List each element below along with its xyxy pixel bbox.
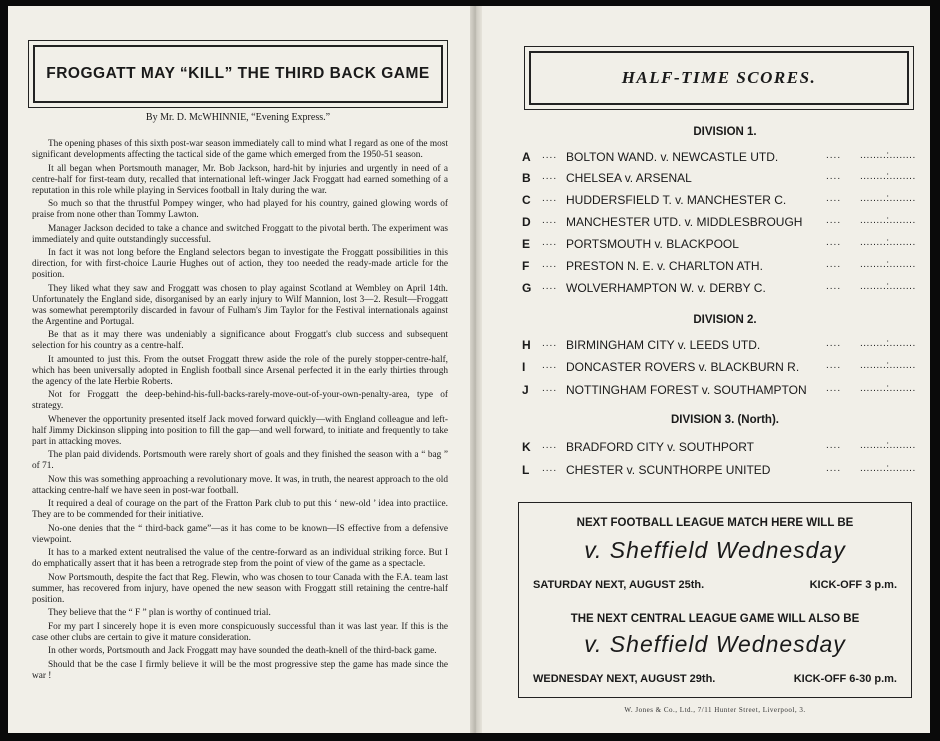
article-paragraph: Be that as it may there was undeniably a significance about Froggatt's club success and subsequent selection for his country as a centre-half. xyxy=(32,330,448,351)
leader-dots: .... xyxy=(826,383,842,394)
score-blank: ........:........ xyxy=(860,193,916,204)
central-league-date: WEDNESDAY NEXT, AUGUST 29th. xyxy=(533,673,716,685)
fixture-name: CHELSEA v. ARSENAL xyxy=(566,171,692,185)
score-blank: ........:........ xyxy=(860,237,916,248)
fixture-name: DONCASTER ROVERS v. BLACKBURN R. xyxy=(566,360,800,374)
article-paragraph: For my part I sincerely hope it is even more conspicuously successful than it was last year. If this is the case other clubs are certain to give it mature consideration. xyxy=(32,621,448,643)
fixture-letter: K xyxy=(522,440,531,454)
fixture-row xyxy=(518,237,918,255)
fixture-name: NOTTINGHAM FOREST v. SOUTHAMPTON xyxy=(566,383,807,397)
article-paragraph: So much so that the thrustful Pompey winger, who had played for his country, gained glowing words of praise from none other than Tommy Lawton. xyxy=(32,199,448,220)
fixture-name: BRADFORD CITY v. SOUTHPORT xyxy=(566,440,755,454)
fixture-row xyxy=(518,463,918,481)
fixture-name: BOLTON WAND. v. NEWCASTLE UTD. xyxy=(566,150,779,164)
article-title-box xyxy=(28,40,448,108)
leader-dots: .... xyxy=(542,338,558,349)
fixture-name: PORTSMOUTH v. BLACKPOOL xyxy=(566,237,739,251)
fixture-row xyxy=(518,259,918,277)
article-paragraph: It has to a marked extent neutralised the value of the centre-forward as an individual striking force. But I do emphatically assert that it has been a retrograde step from the point of view of the game as a spectacle. xyxy=(32,548,448,569)
left-page xyxy=(8,6,472,733)
fixture-row xyxy=(518,440,918,458)
league-match-kickoff: KICK-OFF 3 p.m. xyxy=(809,579,897,591)
fixture-row xyxy=(518,150,918,168)
leader-dots: .... xyxy=(542,383,558,394)
half-time-title-frame xyxy=(529,51,909,105)
programme-spread xyxy=(8,6,930,733)
article-paragraph: Now Portsmouth, despite the fact that Reg. Flewin, who was chosen to tour Canada with the F.A. team last summer, has recovered from injury, have opened the new season with Froggatt still retaining the centre-half position. xyxy=(32,572,448,605)
leader-dots: .... xyxy=(826,215,842,226)
leader-dots: .... xyxy=(826,463,842,474)
fixture-name: WOLVERHAMPTON W. v. DERBY C. xyxy=(566,281,766,295)
fixture-letter: D xyxy=(522,215,531,229)
fixture-name: PRESTON N. E. v. CHARLTON ATH. xyxy=(566,259,763,273)
fixture-letter: A xyxy=(522,150,531,164)
score-blank: ........:........ xyxy=(860,440,916,451)
half-time-title: HALF-TIME SCORES. xyxy=(621,68,817,87)
leader-dots: .... xyxy=(826,281,842,292)
article-paragraph: The opening phases of this sixth post-war season immediately call to mind what I regard as one of the most significant developments affecting the tactical side of the game which emerged from the 1950-51 season. xyxy=(32,139,448,160)
league-match-heading: NEXT FOOTBALL LEAGUE MATCH HERE WILL BE xyxy=(576,517,854,529)
fixture-name: HUDDERSFIELD T. v. MANCHESTER C. xyxy=(566,193,787,207)
leader-dots: .... xyxy=(542,440,558,451)
article-paragraph: It amounted to just this. From the outset Froggatt threw aside the role of the purely stopper-centre-half, which has been universally adopted in English football since Arsenal perfected it in the early thirties through the agency of the late Herbie Roberts. xyxy=(32,354,448,387)
leader-dots: .... xyxy=(542,193,558,204)
leader-dots: .... xyxy=(542,150,558,161)
fixture-letter: B xyxy=(522,171,531,185)
article-paragraph: The plan paid dividends. Portsmouth were rarely short of goals and they finished the season with a “ bag ” of 71. xyxy=(32,450,448,471)
division-heading: DIVISION 1. xyxy=(693,126,757,138)
leader-dots: .... xyxy=(826,171,842,182)
central-league-kickoff: KICK-OFF 6-30 p.m. xyxy=(793,673,897,685)
leader-dots: .... xyxy=(542,259,558,270)
score-blank: ........:........ xyxy=(860,338,916,349)
score-blank: ........:........ xyxy=(860,383,916,394)
fixture-row xyxy=(518,193,918,211)
fixture-letter: H xyxy=(522,338,531,352)
central-league-opponent: v. Sheffield Wednesday xyxy=(584,631,846,657)
fixture-name: CHESTER v. SCUNTHORPE UNITED xyxy=(566,463,771,477)
fixture-row xyxy=(518,215,918,233)
printer-credit: W. Jones & Co., Ltd., 7/11 Hunter Street, Liverpool, 3. xyxy=(624,706,806,714)
leader-dots: .... xyxy=(826,440,842,451)
article-paragraph: It required a deal of courage on the part of the Fratton Park club to put this ‘ new-old ’ idea into practiice. They are to be commended for their initiative. xyxy=(32,499,448,520)
leader-dots: .... xyxy=(826,150,842,161)
article-paragraph: In other words, Portsmouth and Jack Froggatt may have sounded the death-knell of the third-back game. xyxy=(48,646,437,656)
fixture-letter: L xyxy=(522,463,530,477)
fixture-row xyxy=(518,171,918,189)
score-blank: ........:........ xyxy=(860,281,916,292)
article-title-frame xyxy=(33,45,443,103)
article-paragraph: Whenever the opportunity presented itself Jack moved forward quickly—with England colleague and left-half Jimmy Dickinson slipping into position to fill the gap—and well forward, to initiate and frequently to take part in attacking moves. xyxy=(32,414,448,447)
article-title: FROGGATT MAY “KILL” THE THIRD BACK GAME xyxy=(46,65,430,82)
league-match-date: SATURDAY NEXT, AUGUST 25th. xyxy=(533,579,705,591)
division-heading: DIVISION 3. (North). xyxy=(671,414,779,426)
article-paragraph: In fact it was not long before the England selectors began to investigate the Froggatt possibilities in this direction, for with first-choice Laurie Hughes out of action, they too needed the ready-made article for the position. xyxy=(32,248,448,280)
leader-dots: .... xyxy=(542,237,558,248)
leader-dots: .... xyxy=(826,259,842,270)
half-time-title-box xyxy=(524,46,914,110)
leader-dots: .... xyxy=(826,193,842,204)
article-paragraph: They believe that the “ F ” plan is worthy of continued trial. xyxy=(48,608,271,618)
central-league-heading: THE NEXT CENTRAL LEAGUE GAME WILL ALSO BE xyxy=(570,613,860,625)
article-body xyxy=(32,139,448,684)
league-match-opponent: v. Sheffield Wednesday xyxy=(584,537,846,563)
article-paragraph: Manager Jackson decided to take a chance and switched Froggatt to the pivotal berth. The experiment was immediately and quite outstandingly successful. xyxy=(32,223,448,245)
score-blank: ........:........ xyxy=(860,150,916,161)
leader-dots: .... xyxy=(542,360,558,371)
fixture-name: BIRMINGHAM CITY v. LEEDS UTD. xyxy=(566,338,761,352)
article-paragraph: They liked what they saw and Froggatt was chosen to play against Scotland at Wembley on April 14th. Unfortunately the England side, disorganised by an early injury to Wilf Mannion, lost 3—2. Result—Froggatt was somewhat peremptorily discarded in favour of Fulham's Jim Taylor for the Festival internationals against the Argentine and Portugal. xyxy=(32,283,448,327)
next-match-notice xyxy=(518,502,912,698)
article-paragraph: Not for Froggatt the deep-behind-his-full-backs-rarely-move-out-of-your-own-penalty-area, type of strategy. xyxy=(32,390,448,411)
article-paragraph: It all began when Portsmouth manager, Mr. Bob Jackson, hard-hit by injuries and urgently in need of a centre-half for first-team duty, recalled that international left-winger Jack Froggatt had earned something of a reputation in this role while playing in Services football in Italy during the war. xyxy=(32,163,448,196)
leader-dots: .... xyxy=(826,360,842,371)
score-blank: ........:........ xyxy=(860,171,916,182)
division-heading: DIVISION 2. xyxy=(693,314,757,326)
score-blank: ........:........ xyxy=(860,259,916,270)
fixture-row xyxy=(518,360,918,378)
fixture-letter: G xyxy=(522,281,532,295)
leader-dots: .... xyxy=(542,171,558,182)
fixture-letter: J xyxy=(522,383,529,397)
leader-dots: .... xyxy=(542,281,558,292)
leader-dots: .... xyxy=(826,338,842,349)
leader-dots: .... xyxy=(826,237,842,248)
fixture-row xyxy=(518,383,918,401)
article-paragraph: Should that be the case I firmly believe it will be the most progressive step the game has made since the war ! xyxy=(32,659,448,681)
fixture-letter: I xyxy=(522,360,526,374)
leader-dots: .... xyxy=(542,215,558,226)
score-blank: ........:........ xyxy=(860,360,916,371)
fixture-letter: E xyxy=(522,237,531,251)
fixture-letter: C xyxy=(522,193,531,207)
score-blank: ........:........ xyxy=(860,463,916,474)
article-paragraph: No-one denies that the “ third-back game”—as it has come to be known—IS effective from a defensive viewpoint. xyxy=(32,523,448,545)
fixture-letter: F xyxy=(522,259,530,273)
score-blank: ........:........ xyxy=(860,215,916,226)
fixture-row xyxy=(518,338,918,356)
article-byline: By Mr. D. McWHINNIE, “Evening Express.” xyxy=(145,112,331,123)
right-page xyxy=(480,6,930,733)
article-paragraph: Now this was something approaching a revolutionary move. It was, in truth, the nearest approach to the old attacking centre-half we have seen in post-war football. xyxy=(32,474,448,496)
leader-dots: .... xyxy=(542,463,558,474)
fixture-row xyxy=(518,281,918,299)
fixture-name: MANCHESTER UTD. v. MIDDLESBROUGH xyxy=(566,215,803,229)
